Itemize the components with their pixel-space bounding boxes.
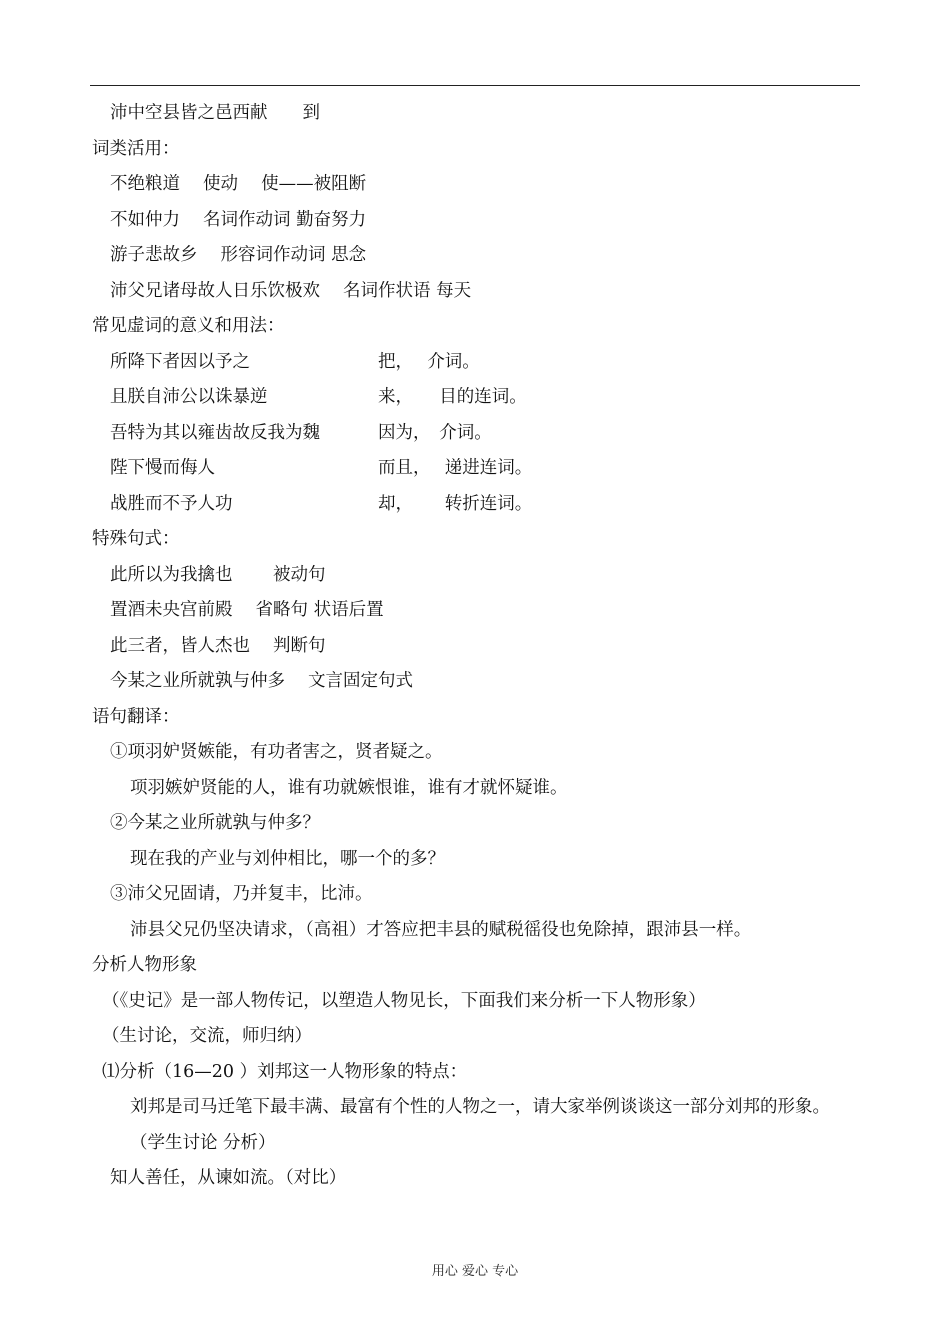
document-body (92, 96, 860, 1197)
text-line: （学生讨论 分析） (130, 1132, 276, 1153)
text-line: 项羽嫉妒贤能的人，谁有功就嫉恨谁，谁有才就怀疑谁。 (130, 777, 568, 798)
text-line: （生讨论，交流，师归纳） (102, 1026, 312, 1046)
function-word-meaning: 却， 转折连词。 (378, 493, 533, 514)
section-heading: 词类活用： (92, 138, 180, 159)
section-heading: 常见虚词的意义和用法： (92, 316, 285, 336)
text-line: 此三者，皆人杰也 判断句 (110, 635, 326, 656)
function-word-row (92, 487, 860, 523)
text-line: （《史记》是一部人物传记，以塑造人物见长，下面我们来分析一下人物形象） (102, 990, 706, 1011)
section-heading: 分析人物形象 (92, 955, 197, 975)
text-line: 游子悲故乡 形容词作动词 思念 (110, 245, 367, 265)
text-line: 今某之业所就孰与仲多 文言固定句式 (110, 671, 414, 691)
paragraph: 刘邦是司马迁笔下最丰满、最富有个性的人物之一，请大家举例谈谈这一部分刘邦的形象。 (130, 1097, 830, 1117)
text-line: 沛中空县皆之邑西献 到 (110, 103, 320, 123)
text-line: ②今某之业所就孰与仲多？ (110, 813, 320, 833)
text-line: 现在我的产业与刘仲相比，哪一个的多？ (130, 848, 445, 869)
function-word-sentence: 战胜而不予人功 (110, 493, 233, 514)
function-word-meaning: 把， 介词。 (378, 351, 480, 372)
header-rule (90, 85, 860, 86)
page-footer: 用心 爱心 专心 (431, 1264, 519, 1279)
function-word-meaning: 因为， 介词。 (378, 422, 492, 443)
text-line: ①项羽妒贤嫉能，有功者害之，贤者疑之。 (110, 742, 443, 762)
function-word-row (92, 345, 860, 381)
function-word-meaning: 来， 目的连词。 (378, 387, 527, 407)
text-line: 此所以为我擒也 被动句 (110, 564, 326, 585)
section-heading: 语句翻译： (92, 706, 180, 727)
function-word-sentence: 陛下慢而侮人 (110, 458, 215, 478)
text-line: 置酒未央宫前殿 省略句 状语后置 (110, 600, 384, 620)
text-line: ③沛父兄固请，乃并复丰，比沛。 (110, 884, 373, 904)
text-line: 沛父兄诸母故人日乐饮极欢 名词作状语 每天 (110, 280, 472, 301)
section-heading: 特殊句式： (92, 529, 180, 549)
text-line: ⑴分析（16—20 ）刘邦这一人物形象的特点： (102, 1061, 468, 1082)
text-line: 沛县父兄仍坚决请求，（高祖）才答应把丰县的赋税徭役也免除掉，跟沛县一样。 (130, 919, 752, 940)
function-word-sentence: 且朕自沛公以诛暴逆 (110, 387, 268, 407)
text-line: 不绝粮道 使动 使——被阻断 (110, 174, 367, 194)
text-line: 不如仲力 名词作动词 勤奋努力 (110, 209, 367, 230)
function-word-sentence: 所降下者因以予之 (110, 351, 250, 372)
function-word-row (92, 416, 860, 452)
function-word-meaning: 而且， 递进连词。 (378, 458, 533, 478)
function-word-row (92, 451, 860, 487)
function-word-sentence: 吾特为其以雍齿故反我为魏 (110, 422, 320, 443)
function-word-row (92, 380, 860, 416)
text-line: 知人善任，从谏如流。（对比） (110, 1168, 347, 1188)
